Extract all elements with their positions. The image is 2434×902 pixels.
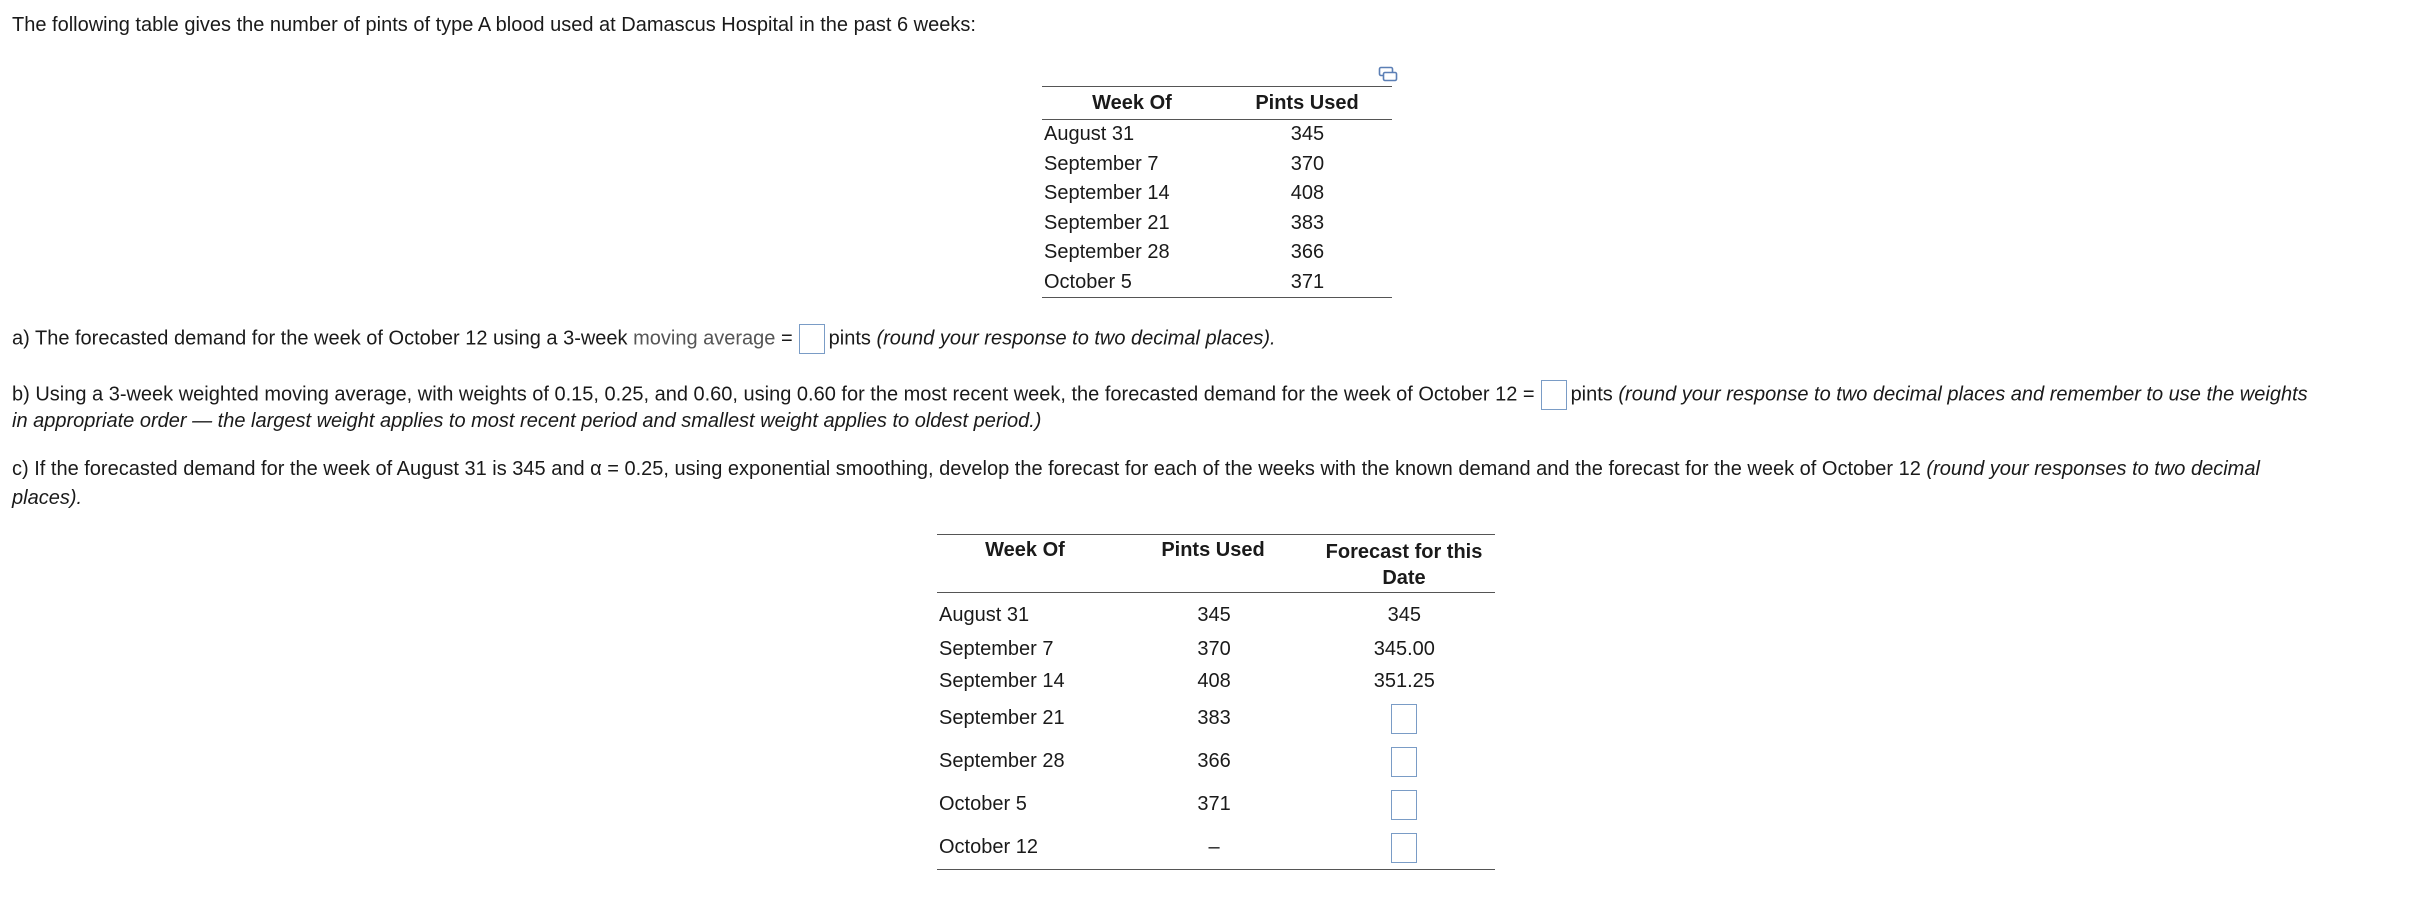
week-cell: August 31 [1044,123,1135,146]
header-forecast [1313,539,1495,591]
forecast-cell: 351.25 [1373,670,1435,692]
pints-cell: 371 [1197,793,1231,815]
question-c-note-continued: places). [12,487,83,509]
question-a-equals: = [775,327,793,350]
pints-cell: 345 [1290,123,1325,146]
table-row [1042,238,1392,268]
question-a-prefix: a) The forecasted demand for the week of October 12 using a 3-week [12,327,634,350]
table-row [937,666,1495,697]
forecast-sep28-input[interactable] [1391,747,1417,777]
table-row [937,697,1495,740]
table-row [937,740,1495,783]
question-c [12,458,2260,481]
week-cell: September 28 [939,750,1065,772]
moving-average-term: moving average [633,327,776,350]
pints-cell: 370 [1197,638,1231,660]
pints-cell: – [1208,836,1220,858]
table-row [1042,120,1392,150]
pints-cell: 383 [1290,211,1325,234]
week-cell: September 14 [1044,182,1170,205]
question-b-note: (round your response to two decimal places and remember to use the weights [1618,383,2308,406]
weighted-moving-average-answer-input[interactable] [1541,380,1567,410]
header-forecast-line2: Date [1382,567,1426,589]
question-c-note: (round your responses to two decimal [1926,458,2260,480]
question-c-text: c) If the forecasted demand for the week of August 31 is 345 and α = 0.25, using exponential smoothing, develop the forecast for each of the weeks with the known demand and the forecast for the week of October 12 [12,458,1927,480]
pints-cell: 370 [1290,152,1325,175]
forecast-cell [1314,833,1495,863]
week-cell: September 21 [1044,211,1170,234]
week-cell: October 5 [1044,270,1132,293]
header-pints-used: Pints Used [1255,91,1359,114]
pints-cell: 408 [1197,670,1231,692]
forecast-cell [1314,704,1495,734]
week-cell: October 5 [939,793,1027,815]
header-forecast-line1: Forecast for this [1325,541,1483,563]
week-cell: September 21 [939,707,1065,729]
forecast-sep21-input[interactable] [1391,704,1417,734]
table-row [937,633,1495,666]
forecast-oct5-input[interactable] [1391,790,1417,820]
forecast-oct12-input[interactable] [1391,833,1417,863]
question-a [12,324,1276,354]
pints-cell: 383 [1197,707,1231,729]
pints-table-header [1042,87,1392,120]
question-b-note-continued: in appropriate order — the largest weight applies to most recent period and smallest weight applies to oldest period.) [12,410,1042,432]
forecast-cell [1314,790,1495,820]
question-a-note: (round your response to two decimal places). [876,327,1276,350]
smoothing-table-header [937,535,1495,593]
header-week-of: Week Of [1092,91,1172,114]
week-cell: August 31 [939,603,1030,626]
table-row [1042,150,1392,180]
copy-table-icon[interactable] [1378,66,1398,84]
question-b [12,380,2308,410]
week-cell: September 7 [939,638,1054,660]
table-row [937,593,1495,633]
week-cell: September 28 [1044,241,1170,264]
week-cell: September 7 [1044,152,1159,175]
pints-table [1042,86,1392,298]
table-row [937,783,1495,826]
exponential-smoothing-table [937,534,1495,870]
pints-cell: 366 [1197,750,1231,772]
week-cell: October 12 [939,836,1038,858]
pints-cell: 345 [1197,603,1231,626]
question-b-suffix: pints [1570,383,1619,406]
table-row [1042,209,1392,239]
moving-average-answer-input[interactable] [799,324,825,354]
forecast-cell: 345.00 [1373,638,1435,660]
intro-text: The following table gives the number of pints of type A blood used at Damascus Hospital in the past 6 weeks: [12,14,976,36]
forecast-cell: 345 [1387,603,1422,626]
question-b-prefix: b) Using a 3-week weighted moving average, with weights of 0.15, 0.25, and 0.60, using 0.60 for the most recent week, the forecasted demand for the week of October 12 = [12,383,1535,406]
header-week-of: Week Of [985,539,1065,561]
forecast-cell [1314,747,1495,777]
pints-cell: 408 [1290,182,1325,205]
table-row [937,826,1495,869]
pints-cell: 371 [1290,270,1325,293]
pints-cell: 366 [1290,241,1325,264]
header-pints-used: Pints Used [1161,539,1265,561]
question-a-suffix: pints [828,327,877,350]
table-row [1042,179,1392,209]
table-row [1042,268,1392,298]
week-cell: September 14 [939,670,1065,692]
